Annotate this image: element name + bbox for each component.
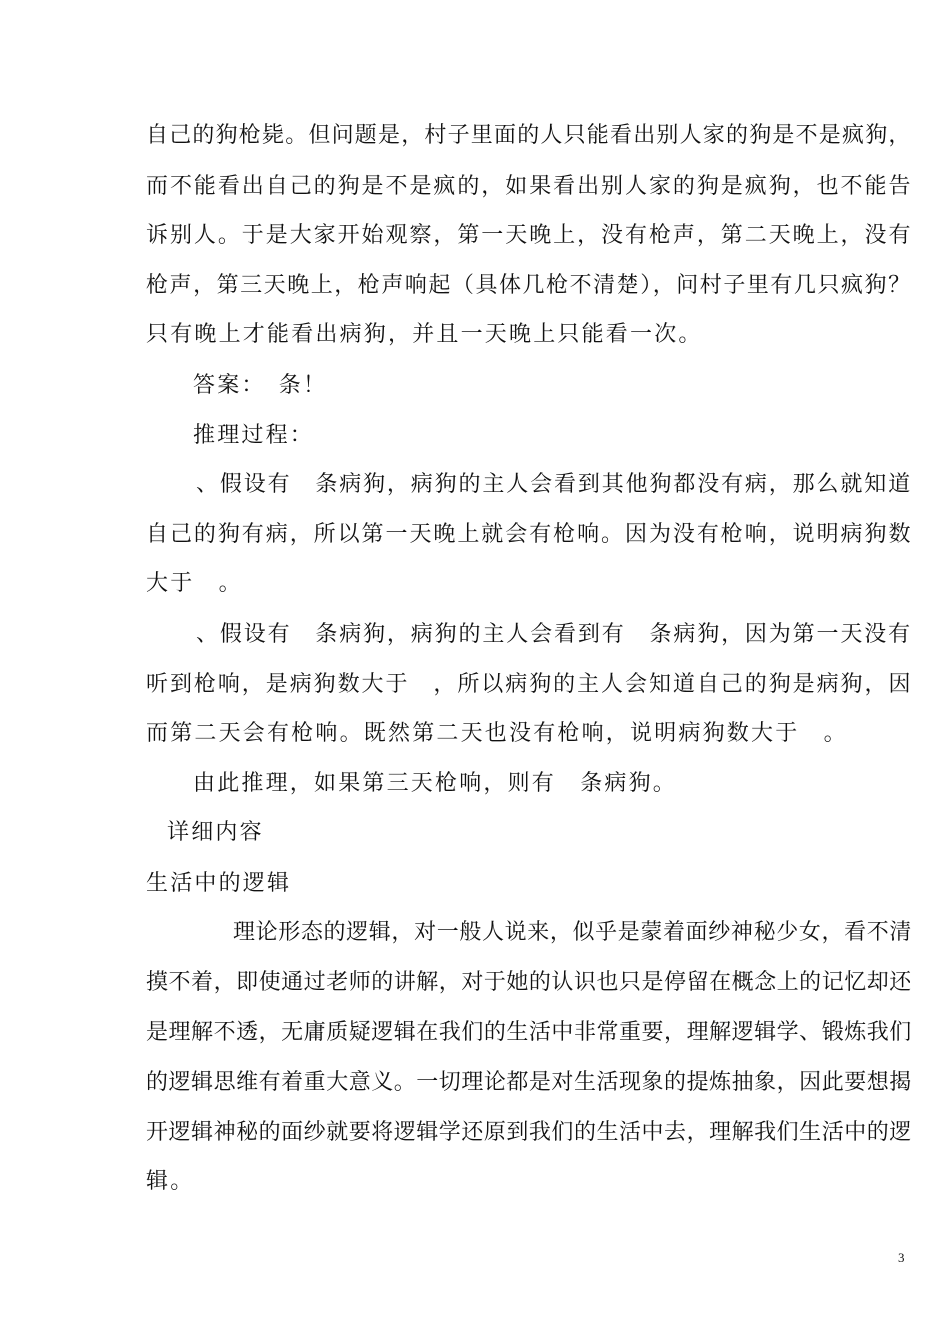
text-line: 只有晚上才能看出病狗，并且一天晚上只能看一次。	[146, 322, 703, 347]
text-line: 的逻辑思维有着重大意义。一切理论都是对生活现象的提炼抽象，因此要想揭	[146, 1070, 912, 1095]
text-line: 听到枪响，是病狗数大于 ，所以病狗的主人会知道自己的狗是病狗，因	[146, 672, 913, 697]
text-line: 摸不着，即使通过老师的讲解，对于她的认识也只是停留在概念上的记忆却还	[146, 970, 912, 995]
text-line: 是理解不透，无庸质疑逻辑在我们的生活中非常重要，理解逻辑学、锻炼我们	[146, 1020, 912, 1045]
text-line: 枪声，第三天晚上，枪声响起（具体几枪不清楚），问村子里有几只疯狗？	[146, 273, 912, 298]
text-line: 自己的狗有病，所以第一天晚上就会有枪响。因为没有枪响，说明病狗数	[146, 522, 913, 547]
text-line: 诉别人。于是大家开始观察，第一天晚上，没有枪声，第二天晚上，没有	[146, 223, 913, 248]
text-line: 、假设有 条病狗，病狗的主人会看到其他狗都没有病，那么就知道	[196, 472, 913, 497]
section-subheading: 生活中的逻辑	[146, 871, 292, 896]
text-line: 由此推理，如果第三天枪响，则有 条病狗。	[193, 771, 678, 796]
answer-line: 答案： 条！	[193, 373, 328, 398]
text-line: 开逻辑神秘的面纱就要将逻辑学还原到我们的生活中去，理解我们生活中的逻	[146, 1120, 912, 1145]
reasoning-heading: 推理过程：	[193, 423, 315, 448]
text-line: 、假设有 条病狗，病狗的主人会看到有 条病狗，因为第一天没有	[196, 622, 913, 647]
text-line: 而第二天会有枪响。既然第二天也没有枪响，说明病狗数大于 。	[146, 721, 848, 746]
text-line: 辑。	[146, 1169, 195, 1194]
text-line: 而不能看出自己的狗是不是疯的，如果看出别人家的狗是疯狗，也不能告	[146, 174, 913, 199]
text-line: 理论形态的逻辑，对一般人说来，似乎是蒙着面纱神秘少女，看不清	[233, 920, 913, 945]
text-line: 自己的狗枪毙。但问题是，村子里面的人只能看出别人家的狗是不是疯狗，	[146, 123, 912, 148]
section-heading: 详细内容	[167, 820, 264, 845]
page-number: 3	[898, 1250, 905, 1265]
text-line: 大于 。	[146, 571, 243, 596]
